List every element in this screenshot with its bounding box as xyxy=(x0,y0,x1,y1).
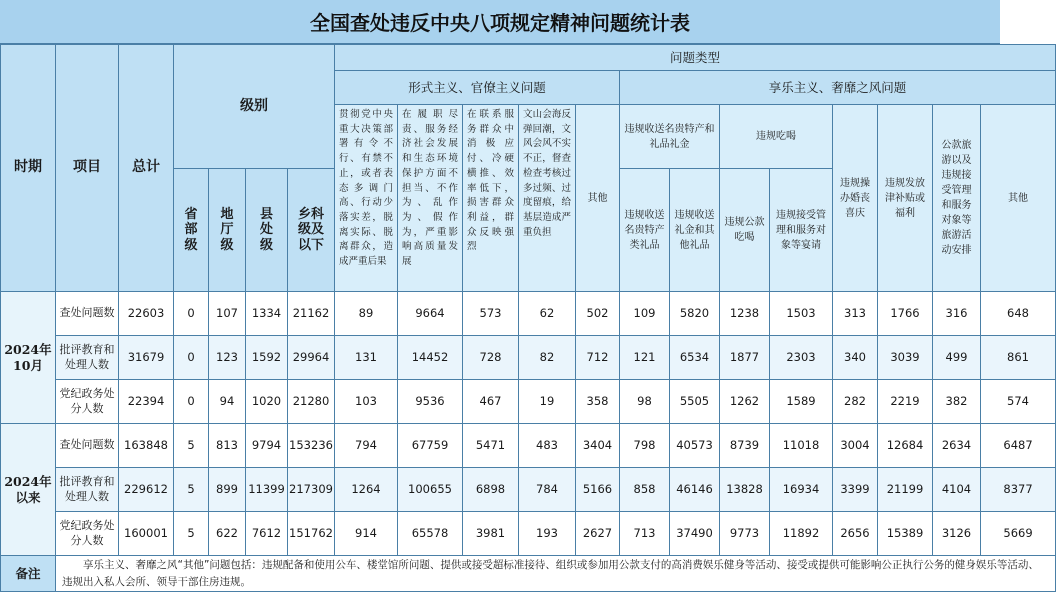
row-item-label: 批评教育和处理人数 xyxy=(56,468,119,512)
value-cell: 5166 xyxy=(576,468,620,512)
level-provincial: 省部级 xyxy=(174,169,209,292)
value-cell: 5 xyxy=(174,468,209,512)
value-cell: 2219 xyxy=(878,380,933,424)
period-header: 时期 xyxy=(1,45,56,292)
row-item-label: 党纪政务处分人数 xyxy=(56,512,119,556)
value-cell: 2303 xyxy=(770,336,833,380)
value-cell: 107 xyxy=(209,292,246,336)
value-cell: 62 xyxy=(519,292,576,336)
value-cell: 151762 xyxy=(288,512,335,556)
value-cell: 9664 xyxy=(398,292,463,336)
value-cell: 217309 xyxy=(288,468,335,512)
value-cell: 21280 xyxy=(288,380,335,424)
value-cell: 109 xyxy=(620,292,670,336)
level-prefectural: 地厅级 xyxy=(209,169,246,292)
value-cell: 1877 xyxy=(720,336,770,380)
formalism-col-4: 文山会海反弹回潮，文风会风不实不正，督查检查考核过多过频、过度留痕，给基层造成严重负担 xyxy=(519,105,576,292)
value-cell: 3039 xyxy=(878,336,933,380)
row-item-label: 批评教育和处理人数 xyxy=(56,336,119,380)
level-group-header: 级别 xyxy=(174,45,335,169)
value-cell: 502 xyxy=(576,292,620,336)
value-cell: 163848 xyxy=(119,424,174,468)
value-cell: 1262 xyxy=(720,380,770,424)
hedonism-col-allowance: 违规发放津补贴或福利 xyxy=(878,105,933,292)
value-cell: 5 xyxy=(174,512,209,556)
value-cell: 2656 xyxy=(833,512,878,556)
value-cell: 22394 xyxy=(119,380,174,424)
value-cell: 14452 xyxy=(398,336,463,380)
eat-col-banquet: 违规接受管理和服务对象等宴请 xyxy=(770,169,833,292)
value-cell: 37490 xyxy=(670,512,720,556)
formalism-col-2: 在履职尽责、服务经济社会发展和生态环境保护方面不担当、不作为、乱作为、假作为，严重影响高质量发展 xyxy=(398,105,463,292)
row-item-label: 党纪政务处分人数 xyxy=(56,380,119,424)
value-cell: 712 xyxy=(576,336,620,380)
value-cell: 21162 xyxy=(288,292,335,336)
table-row xyxy=(1,468,1056,512)
value-cell: 5 xyxy=(174,424,209,468)
eat-col-public: 违规公款吃喝 xyxy=(720,169,770,292)
value-cell: 16934 xyxy=(770,468,833,512)
value-cell: 313 xyxy=(833,292,878,336)
value-cell: 11892 xyxy=(770,512,833,556)
value-cell: 3404 xyxy=(576,424,620,468)
value-cell: 798 xyxy=(620,424,670,468)
value-cell: 1334 xyxy=(246,292,288,336)
value-cell: 316 xyxy=(933,292,981,336)
item-header: 项目 xyxy=(56,45,119,292)
value-cell: 573 xyxy=(463,292,519,336)
table-title: 全国查处违反中央八项规定精神问题统计表 xyxy=(0,0,1000,44)
value-cell: 29964 xyxy=(288,336,335,380)
total-header: 总计 xyxy=(119,45,174,292)
value-cell: 9794 xyxy=(246,424,288,468)
value-cell: 2627 xyxy=(576,512,620,556)
note-label: 备注 xyxy=(1,556,56,592)
hedonism-col-other: 其他 xyxy=(981,105,1056,292)
value-cell: 358 xyxy=(576,380,620,424)
value-cell: 19 xyxy=(519,380,576,424)
value-cell: 22603 xyxy=(119,292,174,336)
value-cell: 8377 xyxy=(981,468,1056,512)
value-cell: 622 xyxy=(209,512,246,556)
value-cell: 1766 xyxy=(878,292,933,336)
value-cell: 728 xyxy=(463,336,519,380)
value-cell: 100655 xyxy=(398,468,463,512)
problem-type-header: 问题类型 xyxy=(335,45,1056,71)
value-cell: 899 xyxy=(209,468,246,512)
value-cell: 6534 xyxy=(670,336,720,380)
value-cell: 1592 xyxy=(246,336,288,380)
value-cell: 65578 xyxy=(398,512,463,556)
value-cell: 12684 xyxy=(878,424,933,468)
table-row xyxy=(1,292,1056,336)
value-cell: 5471 xyxy=(463,424,519,468)
value-cell: 3399 xyxy=(833,468,878,512)
value-cell: 98 xyxy=(620,380,670,424)
value-cell: 3126 xyxy=(933,512,981,556)
value-cell: 340 xyxy=(833,336,878,380)
value-cell: 0 xyxy=(174,292,209,336)
gift-col-cash: 违规收送礼金和其他礼品 xyxy=(670,169,720,292)
value-cell: 858 xyxy=(620,468,670,512)
value-cell: 13828 xyxy=(720,468,770,512)
value-cell: 121 xyxy=(620,336,670,380)
value-cell: 282 xyxy=(833,380,878,424)
value-cell: 193 xyxy=(519,512,576,556)
value-cell: 7612 xyxy=(246,512,288,556)
value-cell: 4104 xyxy=(933,468,981,512)
value-cell: 382 xyxy=(933,380,981,424)
value-cell: 103 xyxy=(335,380,398,424)
value-cell: 713 xyxy=(620,512,670,556)
value-cell: 648 xyxy=(981,292,1056,336)
formalism-col-other: 其他 xyxy=(576,105,620,292)
level-township: 乡科级及以下 xyxy=(288,169,335,292)
formalism-col-3: 在联系服务群众中消极应付、冷硬横推、效率低下，损害群众利益，群众反映强烈 xyxy=(463,105,519,292)
eat-group-header: 违规吃喝 xyxy=(720,105,833,169)
value-cell: 483 xyxy=(519,424,576,468)
formalism-group-header: 形式主义、官僚主义问题 xyxy=(335,71,620,105)
formalism-col-1: 贯彻党中央重大决策部署有令不行、有禁不止，或者表态多调门高、行动少落实差，脱离实际、脱离群众，造成严重后果 xyxy=(335,105,398,292)
value-cell: 5505 xyxy=(670,380,720,424)
value-cell: 1238 xyxy=(720,292,770,336)
value-cell: 123 xyxy=(209,336,246,380)
value-cell: 89 xyxy=(335,292,398,336)
value-cell: 1264 xyxy=(335,468,398,512)
value-cell: 11399 xyxy=(246,468,288,512)
statistics-table xyxy=(0,44,1056,592)
value-cell: 21199 xyxy=(878,468,933,512)
period-label: 2024年以来 xyxy=(1,424,56,556)
hedonism-col-wedding: 违规操办婚丧喜庆 xyxy=(833,105,878,292)
value-cell: 0 xyxy=(174,380,209,424)
value-cell: 94 xyxy=(209,380,246,424)
value-cell: 46146 xyxy=(670,468,720,512)
value-cell: 31679 xyxy=(119,336,174,380)
gift-col-specialty: 违规收送名贵特产类礼品 xyxy=(620,169,670,292)
value-cell: 229612 xyxy=(119,468,174,512)
row-item-label: 查处问题数 xyxy=(56,424,119,468)
table-row xyxy=(1,380,1056,424)
hedonism-col-travel: 公款旅游以及违规接受管理和服务对象等旅游活动安排 xyxy=(933,105,981,292)
value-cell: 1503 xyxy=(770,292,833,336)
value-cell: 861 xyxy=(981,336,1056,380)
value-cell: 914 xyxy=(335,512,398,556)
value-cell: 1589 xyxy=(770,380,833,424)
value-cell: 0 xyxy=(174,336,209,380)
value-cell: 5669 xyxy=(981,512,1056,556)
row-item-label: 查处问题数 xyxy=(56,292,119,336)
note-text: 享乐主义、奢靡之风“其他”问题包括：违规配备和使用公车、楼堂馆所问题、提供或接受超标准接待、组织或参加用公款支付的高消费娱乐健身等活动、接受或提供可能影响公正执行公务的健身娱乐等活动、违规出入私人会所、领导干部住房违规。 xyxy=(56,556,1056,592)
table-row xyxy=(1,336,1056,380)
value-cell: 5820 xyxy=(670,292,720,336)
table-row xyxy=(1,424,1056,468)
value-cell: 813 xyxy=(209,424,246,468)
value-cell: 6898 xyxy=(463,468,519,512)
value-cell: 3004 xyxy=(833,424,878,468)
value-cell: 2634 xyxy=(933,424,981,468)
table-row xyxy=(1,512,1056,556)
value-cell: 82 xyxy=(519,336,576,380)
value-cell: 40573 xyxy=(670,424,720,468)
value-cell: 574 xyxy=(981,380,1056,424)
value-cell: 784 xyxy=(519,468,576,512)
value-cell: 499 xyxy=(933,336,981,380)
value-cell: 11018 xyxy=(770,424,833,468)
level-county: 县处级 xyxy=(246,169,288,292)
gift-group-header: 违规收送名贵特产和礼品礼金 xyxy=(620,105,720,169)
value-cell: 3981 xyxy=(463,512,519,556)
value-cell: 8739 xyxy=(720,424,770,468)
value-cell: 467 xyxy=(463,380,519,424)
value-cell: 160001 xyxy=(119,512,174,556)
value-cell: 794 xyxy=(335,424,398,468)
value-cell: 6487 xyxy=(981,424,1056,468)
value-cell: 131 xyxy=(335,336,398,380)
value-cell: 153236 xyxy=(288,424,335,468)
hedonism-group-header: 享乐主义、奢靡之风问题 xyxy=(620,71,1056,105)
value-cell: 67759 xyxy=(398,424,463,468)
value-cell: 15389 xyxy=(878,512,933,556)
value-cell: 1020 xyxy=(246,380,288,424)
value-cell: 9536 xyxy=(398,380,463,424)
value-cell: 9773 xyxy=(720,512,770,556)
period-label: 2024年10月 xyxy=(1,292,56,424)
